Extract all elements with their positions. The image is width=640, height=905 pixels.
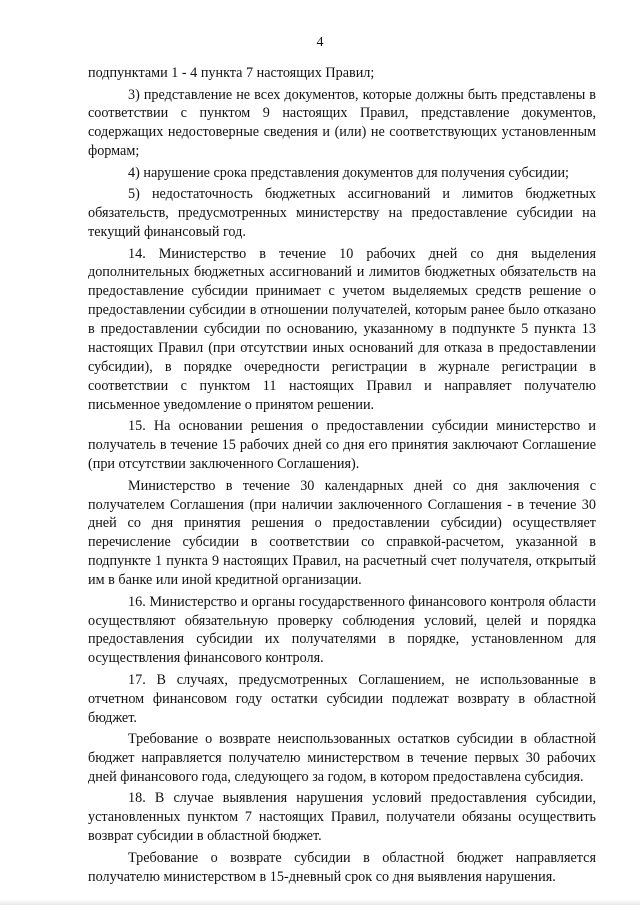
paragraph-clause-14: 14. Министерство в течение 10 рабочих дней со дня выделения дополнительных бюджетных ассигнований и лимитов бюджетных обязательств на предоставление субсидии принимает с учетом выделяемых средств решение о предоставлении субсидии в отношении получателей, которым ранее было отказано в предоставлении субсидии по основанию, указанному в подпункте 5 пункта 13 настоящих Правил (при отсутствии иных оснований для отказа в предоставлении субсидии), в порядке очередности регистрации в журнале регистрации в соответствии с пунктом 11 настоящих Правил и направляет получателю письменное уведомление о принятом решении.	[88, 245, 596, 413]
paragraph-clause-17-requirement: Требование о возврате неиспользованных остатков субсидии в областной бюджет направляется получателю министерством в течение первых 30 рабочих дней финансового года, следующего за годом, в котором предоставлена субсидия.	[88, 731, 596, 785]
paragraph-clause-15: 15. На основании решения о предоставлении субсидии министерство и получатель в течение 15 рабочих дней со дня его принятия заключают Соглашение (при отсутствии заключенного Соглашения).	[88, 418, 596, 473]
paragraph-continuation: подпунктами 1 - 4 пункта 7 настоящих Правил;	[88, 65, 375, 81]
paragraph-clause-17: 17. В случаях, предусмотренных Соглашением, не использованные в отчетном финансовом году остатки субсидии подлежат возврату в областной бюджет.	[88, 671, 596, 726]
paragraph-item-4: 4) нарушение срока представления документов для получения субсидии;	[128, 164, 569, 181]
paragraph-clause-15-transfer: Министерство в течение 30 календарных дней со дня заключения с получателем Соглашения (при наличии заключенного Соглашения - в течение 30 дней со дня принятия решения о предоставлении субсидии) осуществляет перечисление субсидии в соответствии со справкой-расчетом, указанной в подпункте 1 пункта 9 настоящих Правил, на расчетный счет получателя, открытый им в банке или иной кредитной организации.	[88, 477, 596, 589]
document-body	[88, 64, 596, 889]
paragraph-clause-18-requirement: Требование о возврате субсидии в областной бюджет направляется получателю министерством в 15-дневный срок со дня выявления нарушения.	[88, 849, 596, 885]
paragraph-clause-18: 18. В случае выявления нарушения условий предоставления субсидии, установленных пунктом 7 настоящих Правил, получатели обязаны осуществить возврат субсидии в областной бюджет.	[88, 790, 596, 845]
scan-edge	[0, 899, 640, 905]
paragraph-item-5: 5) недостаточность бюджетных ассигнований и лимитов бюджетных обязательств, предусмотренных министерству на предоставление субсидии на текущий финансовый год.	[88, 186, 596, 241]
page-number: 4	[316, 35, 324, 50]
paragraph-item-3: 3) представление не всех документов, которые должны быть представлены в соответствии с пунктом 9 настоящих Правил, представление документов, содержащих недостоверные сведения и (или) не соответствующих установленным формам;	[88, 86, 596, 160]
paragraph-clause-16: 16. Министерство и органы государственного финансового контроля области осуществляют обязательную проверку соблюдения условий, целей и порядка предоставления субсидии их получателями в порядке, установленном для осуществления финансового контроля.	[88, 593, 596, 667]
